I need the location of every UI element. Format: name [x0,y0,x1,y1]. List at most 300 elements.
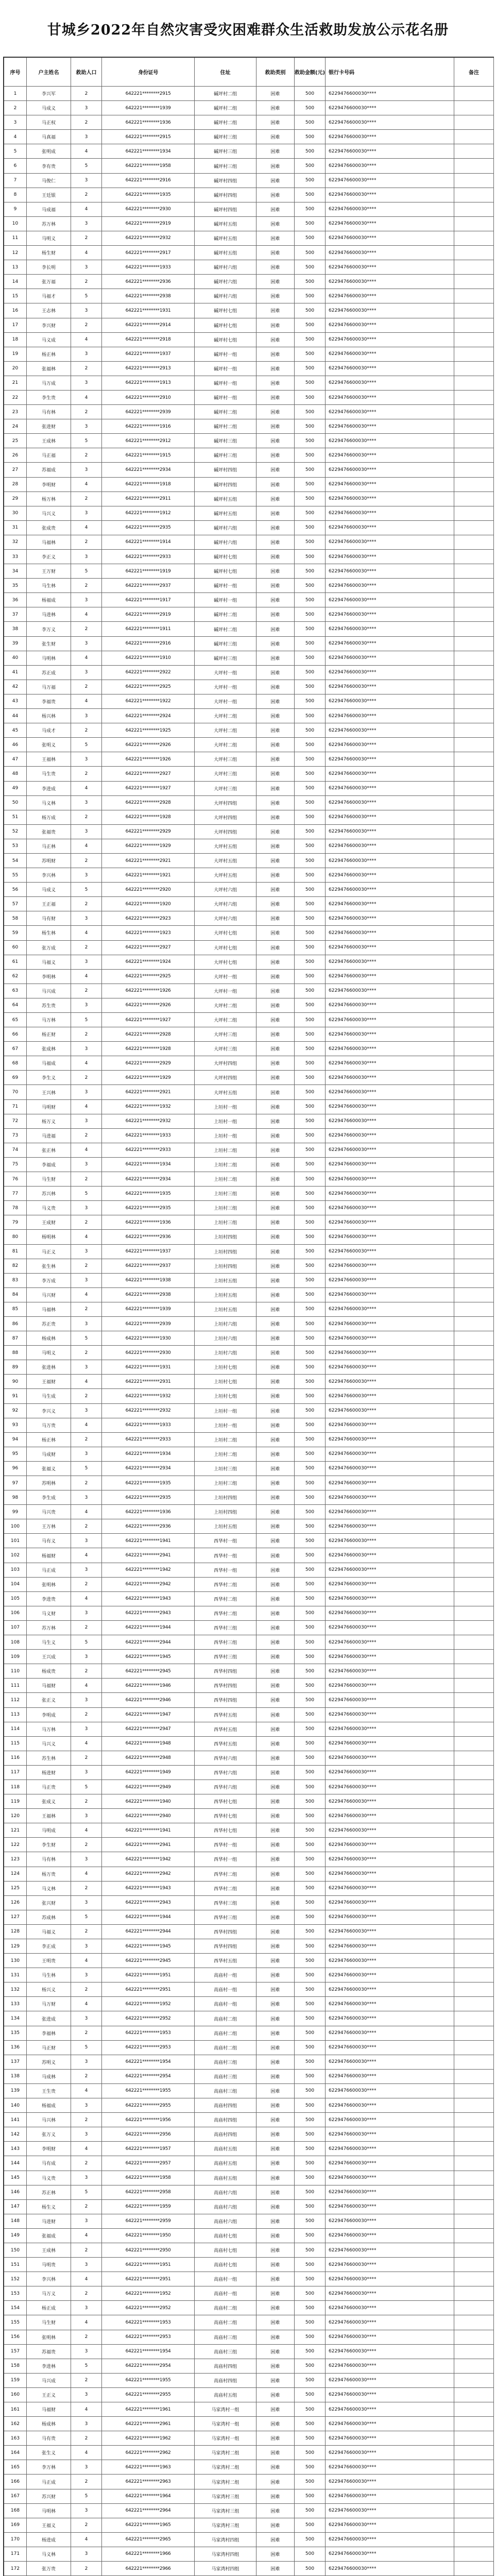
cell-category: 困难 [256,434,295,448]
cell-address: 碱坪村二组 [195,115,256,130]
cell-remark [454,2562,494,2576]
cell-address: 上垣村三组 [195,1462,256,1476]
cell-amount: 500 [295,2084,326,2098]
cell-bank: 6229476600030**** [326,1201,454,1215]
cell-index: 88 [4,1346,27,1360]
cell-id: 642221********2925 [102,680,195,694]
cell-id: 642221********1955 [102,2374,195,2388]
cell-amount: 500 [295,1042,326,1056]
cell-id: 642221********1916 [102,419,195,434]
cell-amount: 500 [295,579,326,593]
cell-name: 李兴林 [27,868,71,883]
cell-people: 3 [71,796,102,810]
cell-address: 西华村三组 [195,1621,256,1635]
cell-name: 马明义 [27,1346,71,1360]
cell-address: 上垣村六组 [195,1346,256,1360]
cell-bank: 6229476600030**** [326,723,454,738]
cell-id: 642221********2939 [102,1317,195,1331]
table-row [4,174,494,188]
cell-id: 642221********1920 [102,897,195,911]
cell-address: 碱坪村二组 [195,87,256,101]
cell-address: 大坪村三组 [195,767,256,781]
cell-category: 困难 [256,1780,295,1794]
cell-category: 困难 [256,2142,295,2156]
cell-category: 困难 [256,2402,295,2417]
cell-amount: 500 [295,883,326,897]
cell-address: 高庙村一组 [195,1982,256,1997]
cell-id: 642221********1933 [102,1418,195,1433]
cell-remark [454,1114,494,1129]
table-row [4,694,494,709]
cell-remark [454,1838,494,1852]
cell-remark [454,2258,494,2272]
cell-name: 张福林 [27,362,71,376]
cell-category: 困难 [256,1982,295,1997]
cell-amount: 500 [295,1621,326,1635]
cell-id: 642221********1951 [102,2258,195,2272]
cell-category: 困难 [256,911,295,926]
cell-bank: 6229476600030**** [326,2301,454,2315]
cell-bank: 6229476600030**** [326,101,454,115]
cell-people: 5 [71,1013,102,1027]
cell-remark [454,1462,494,1476]
cell-amount: 500 [295,738,326,752]
cell-name: 苏兴林 [27,1187,71,1201]
table-row [4,2489,494,2504]
cell-bank: 6229476600030**** [326,1534,454,1548]
cell-category: 困难 [256,752,295,767]
table-row [4,782,494,796]
cell-remark [454,1563,494,1578]
cell-people: 3 [71,1158,102,1172]
cell-name: 马义林 [27,1882,71,1896]
cell-remark [454,1679,494,1693]
cell-people: 3 [71,2417,102,2431]
cell-bank: 6229476600030**** [326,1375,454,1389]
cell-remark [454,1274,494,1288]
cell-amount: 500 [295,231,326,246]
cell-index: 61 [4,955,27,970]
cell-name: 马俊仁 [27,174,71,188]
table-row [4,2417,494,2431]
cell-index: 168 [4,2504,27,2518]
cell-index: 106 [4,1606,27,1621]
cell-id: 642221********1953 [102,2315,195,2330]
cell-category: 困难 [256,492,295,506]
cell-people: 4 [71,1867,102,1882]
cell-bank: 6229476600030**** [326,2171,454,2185]
cell-people: 2 [71,115,102,130]
cell-address: 马家湾村一组 [195,2402,256,2417]
cell-category: 困难 [256,622,295,636]
table-row [4,680,494,694]
cell-id: 642221********2925 [102,970,195,984]
cell-remark [454,2272,494,2286]
cell-address: 马家湾村四组 [195,2562,256,2576]
cell-bank: 6229476600030**** [326,2504,454,2518]
table-row [4,434,494,448]
cell-bank: 6229476600030**** [326,1867,454,1882]
cell-remark [454,1635,494,1650]
cell-remark [454,941,494,955]
cell-people: 2 [71,941,102,955]
cell-amount: 500 [295,1519,326,1534]
table-row [4,1635,494,1650]
cell-name: 苏万林 [27,217,71,231]
cell-address: 大坪村一组 [195,680,256,694]
cell-id: 642221********1921 [102,868,195,883]
cell-id: 642221********1928 [102,810,195,825]
cell-address: 大坪村二组 [195,998,256,1013]
cell-address: 碱坪村四组 [195,174,256,188]
cell-people: 4 [71,1100,102,1114]
cell-bank: 6229476600030**** [326,1317,454,1331]
cell-category: 困难 [256,1462,295,1476]
cell-name: 马义林 [27,796,71,810]
cell-name: 张明林 [27,1578,71,1592]
cell-people: 2 [71,188,102,202]
cell-index: 15 [4,289,27,303]
cell-category: 困难 [256,1968,295,1982]
cell-remark [454,2243,494,2258]
cell-index: 171 [4,2547,27,2562]
table-row [4,1664,494,1679]
cell-remark [454,897,494,911]
cell-address: 上垣村四组 [195,1245,256,1259]
cell-name: 李万林 [27,2460,71,2475]
cell-name: 苏正林 [27,2185,71,2200]
cell-remark [454,1882,494,1896]
cell-amount: 500 [295,1534,326,1548]
cell-remark [454,1548,494,1563]
cell-category: 困难 [256,2315,295,2330]
cell-index: 52 [4,825,27,839]
cell-remark [454,2214,494,2229]
cell-people: 2 [71,2243,102,2258]
cell-index: 22 [4,391,27,405]
cell-address: 马家湾村一组 [195,2431,256,2446]
cell-id: 642221********2965 [102,2533,195,2547]
cell-bank: 6229476600030**** [326,419,454,434]
cell-id: 642221********2944 [102,1635,195,1650]
table-row [4,1519,494,1534]
cell-bank: 6229476600030**** [326,883,454,897]
table-row [4,1939,494,1954]
cell-id: 642221********2957 [102,2156,195,2171]
cell-remark [454,1201,494,1215]
cell-remark [454,883,494,897]
cell-name: 马有义 [27,1534,71,1548]
cell-name: 马兴财 [27,1288,71,1302]
cell-address: 大坪村四组 [195,810,256,825]
cell-category: 困难 [256,1172,295,1187]
cell-category: 困难 [256,2229,295,2243]
cell-name: 马真福 [27,130,71,144]
cell-bank: 6229476600030**** [326,1780,454,1794]
cell-id: 642221********1952 [102,2286,195,2301]
cell-address: 碱坪村三组 [195,159,256,173]
cell-address: 上垣村七组 [195,1375,256,1389]
cell-address: 上垣村二组 [195,1447,256,1462]
cell-amount: 500 [295,246,326,260]
cell-people: 3 [71,130,102,144]
cell-bank: 6229476600030**** [326,2286,454,2301]
cell-name: 张生义 [27,2446,71,2460]
cell-remark [454,1519,494,1534]
table-row [4,897,494,911]
cell-remark [454,1129,494,1143]
cell-name: 王万林 [27,1519,71,1534]
cell-bank: 6229476600030**** [326,868,454,883]
cell-address: 碱坪村三组 [195,434,256,448]
cell-address: 碱坪村六组 [195,521,256,535]
cell-bank: 6229476600030**** [326,1433,454,1447]
cell-category: 困难 [256,1418,295,1433]
cell-id: 642221********1934 [102,1447,195,1462]
table-row [4,564,494,579]
cell-remark [454,550,494,564]
table-row [4,231,494,246]
cell-index: 114 [4,1722,27,1737]
cell-address: 大坪村七组 [195,926,256,940]
cell-bank: 6229476600030**** [326,2011,454,2026]
cell-category: 困难 [256,1766,295,1780]
cell-index: 157 [4,2345,27,2359]
cell-index: 120 [4,1809,27,1823]
cell-name: 马义成 [27,333,71,347]
cell-name: 李进贵 [27,1592,71,1606]
cell-name: 马成义 [27,883,71,897]
cell-remark [454,1794,494,1809]
cell-remark [454,955,494,970]
cell-amount: 500 [295,593,326,607]
cell-index: 93 [4,1418,27,1433]
cell-category: 困难 [256,2113,295,2127]
cell-category: 困难 [256,2258,295,2272]
cell-category: 困难 [256,1331,295,1346]
cell-name: 张生财 [27,637,71,651]
cell-index: 92 [4,1404,27,1418]
cell-category: 困难 [256,1389,295,1403]
cell-address: 高庙村三组 [195,2330,256,2345]
cell-amount: 500 [295,1230,326,1244]
cell-bank: 6229476600030**** [326,622,454,636]
cell-address: 大坪村三组 [195,1042,256,1056]
table-row [4,607,494,622]
cell-amount: 500 [295,1404,326,1418]
cell-remark [454,2417,494,2431]
cell-address: 西华村七组 [195,1794,256,1809]
cell-name: 张万福 [27,275,71,289]
cell-bank: 6229476600030**** [326,694,454,709]
cell-category: 困难 [256,2330,295,2345]
cell-category: 困难 [256,1476,295,1490]
cell-amount: 500 [295,2185,326,2200]
table-row [4,854,494,868]
table-row [4,1375,494,1389]
cell-name: 李明林 [27,970,71,984]
cell-address: 碱坪村二组 [195,405,256,419]
cell-index: 30 [4,506,27,521]
cell-bank: 6229476600030**** [326,1968,454,1982]
cell-category: 困难 [256,1317,295,1331]
cell-amount: 500 [295,1838,326,1852]
cell-name: 马兴贵 [27,1505,71,1519]
cell-remark [454,347,494,362]
cell-amount: 500 [295,550,326,564]
table-row [4,303,494,318]
cell-amount: 500 [295,1548,326,1563]
cell-address: 大坪村三组 [195,1027,256,1042]
table-row [4,1997,494,2011]
cell-category: 困难 [256,1433,295,1447]
cell-remark [454,1418,494,1433]
cell-people: 3 [71,1852,102,1867]
cell-amount: 500 [295,1476,326,1490]
cell-address: 碱坪村三组 [195,448,256,463]
cell-remark [454,1100,494,1114]
cell-index: 28 [4,478,27,492]
cell-category: 困难 [256,593,295,607]
cell-id: 642221********2953 [102,2041,195,2055]
cell-category: 困难 [256,868,295,883]
cell-category: 困难 [256,1288,295,1302]
cell-id: 642221********1941 [102,1534,195,1548]
cell-name: 马生财 [27,1172,71,1187]
table-row [4,810,494,825]
cell-category: 困难 [256,2359,295,2374]
table-row [4,1433,494,1447]
cell-amount: 500 [295,1418,326,1433]
cell-category: 困难 [256,767,295,781]
cell-amount: 500 [295,637,326,651]
cell-index: 109 [4,1650,27,1664]
cell-bank: 6229476600030**** [326,2070,454,2084]
cell-id: 642221********1935 [102,188,195,202]
cell-amount: 500 [295,2417,326,2431]
cell-bank: 6229476600030**** [326,347,454,362]
cell-id: 642221********1966 [102,2547,195,2562]
cell-bank: 6229476600030**** [326,1129,454,1143]
cell-id: 642221********2910 [102,391,195,405]
cell-amount: 500 [295,810,326,825]
cell-amount: 500 [295,839,326,854]
cell-bank: 6229476600030**** [326,1766,454,1780]
cell-index: 45 [4,723,27,738]
cell-address: 西华村三组 [195,1635,256,1650]
cell-category: 困难 [256,1360,295,1375]
cell-amount: 500 [295,2547,326,2562]
cell-name: 张明成 [27,144,71,159]
col-header-amount: 救助金额(元) [295,58,326,87]
cell-remark [454,1578,494,1592]
table-row [4,506,494,521]
table-row [4,883,494,897]
cell-people: 4 [71,1056,102,1071]
cell-address: 西华村四组 [195,1693,256,1707]
cell-people: 4 [71,2315,102,2330]
cell-bank: 6229476600030**** [326,1331,454,1346]
cell-people: 3 [71,1114,102,1129]
cell-category: 困难 [256,1737,295,1751]
cell-bank: 6229476600030**** [326,1027,454,1042]
page-title: 甘城乡2022年自然灾害受灾困难群众生活救助发放公示花名册 [47,22,449,38]
cell-people: 3 [71,1245,102,1259]
cell-id: 642221********2912 [102,434,195,448]
cell-people: 2 [71,1708,102,1722]
cell-amount: 500 [295,1505,326,1519]
cell-name: 李明成 [27,1708,71,1722]
table-row [4,1100,494,1114]
cell-remark [454,1809,494,1823]
cell-address: 碱坪村六组 [195,260,256,275]
cell-name: 马兴义 [27,1737,71,1751]
cell-index: 127 [4,1910,27,1925]
table-row [4,709,494,723]
table-row [4,1143,494,1158]
cell-category: 困难 [256,883,295,897]
cell-amount: 500 [295,622,326,636]
cell-category: 困难 [256,651,295,666]
table-row [4,2374,494,2388]
cell-amount: 500 [295,796,326,810]
cell-people: 2 [71,2286,102,2301]
cell-amount: 500 [295,752,326,767]
cell-bank: 6229476600030**** [326,1389,454,1403]
cell-remark [454,680,494,694]
cell-bank: 6229476600030**** [326,115,454,130]
cell-name: 马生贵 [27,767,71,781]
cell-remark [454,1158,494,1172]
cell-amount: 500 [295,1939,326,1954]
cell-bank: 6229476600030**** [326,839,454,854]
cell-id: 642221********1930 [102,1331,195,1346]
cell-bank: 6229476600030**** [326,448,454,463]
cell-people: 3 [71,2460,102,2475]
table-row [4,666,494,680]
cell-people: 5 [71,2185,102,2200]
cell-amount: 500 [295,1143,326,1158]
cell-index: 6 [4,159,27,173]
cell-category: 困难 [256,1274,295,1288]
cell-bank: 6229476600030**** [326,666,454,680]
cell-id: 642221********2955 [102,2098,195,2113]
cell-category: 困难 [256,1042,295,1056]
cell-category: 困难 [256,2460,295,2475]
cell-name: 马生成 [27,1389,71,1403]
table-row [4,2084,494,2098]
cell-people: 2 [71,723,102,738]
cell-address: 大坪村四组 [195,825,256,839]
table-row [4,246,494,260]
cell-category: 困难 [256,1910,295,1925]
cell-id: 642221********2936 [102,1230,195,1244]
cell-bank: 6229476600030**** [326,1490,454,1505]
cell-address: 西华村六组 [195,1751,256,1766]
cell-id: 642221********2928 [102,796,195,810]
cell-address: 高庙村五组 [195,2156,256,2171]
cell-people: 4 [71,246,102,260]
cell-id: 642221********1927 [102,782,195,796]
cell-address: 大坪村二组 [195,709,256,723]
cell-people: 4 [71,1505,102,1519]
cell-index: 91 [4,1389,27,1403]
table-row [4,130,494,144]
cell-address: 碱坪村一组 [195,593,256,607]
cell-index: 24 [4,419,27,434]
cell-index: 19 [4,347,27,362]
cell-id: 642221********1949 [102,1766,195,1780]
